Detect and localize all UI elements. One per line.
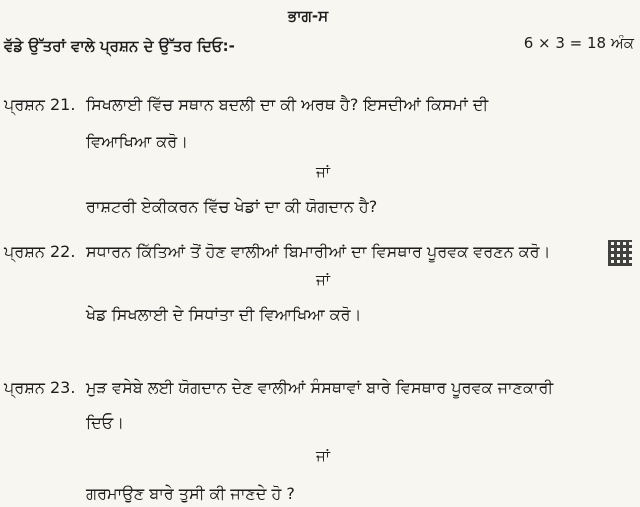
question-22-text: ਸਧਾਰਨ ਕਿੱਤਿਆਂ ਤੋਂ ਹੋਣ ਵਾਲੀਆਂ ਬਿਮਾਰੀਆਂ ਦਾ ਵਿਸਥਾਰ ਪੂਰਵਕ ਵਰਣਨ ਕਰੋ। [86,242,551,261]
or-divider-21: ਜਾਂ [316,163,331,181]
question-22-label: ਪ੍ਰਸ਼ਨ 22. [4,242,76,261]
question-21-label: ਪ੍ਰਸ਼ਨ 21. [4,95,76,114]
qr-code-icon [608,240,632,266]
question-23-text: ਮੁੜ ਵਸੇਬੇ ਲਈ ਯੋਗਦਾਨ ਦੇਣ ਵਾਲੀਆਂ ਸੰਸਥਾਵਾਂ ਬਾਰੇ ਵਿਸਥਾਰ ਪੂਰਵਕ ਜਾਣਕਾਰੀ [86,378,554,397]
question-23-label: ਪ੍ਰਸ਼ਨ 23. [4,378,76,397]
question-23-text-cont: ਦਿਓ। [86,413,124,432]
or-divider-22: ਜਾਂ [316,271,331,289]
marks: 6 × 3 = 18 ਅੰਕ [523,34,634,52]
question-21-text: ਸਿਖਲਾਈ ਵਿੱਚ ਸਥਾਨ ਬਦਲੀ ਦਾ ਕੀ ਅਰਥ ਹੈ? ਇਸਦੀਆਂ ਕਿਸਮਾਂ ਦੀ [86,95,489,114]
question-21-alt: ਰਾਸ਼ਟਰੀ ਏਕੀਕਰਨ ਵਿੱਚ ਖੇਡਾਂ ਦਾ ਕੀ ਯੋਗਦਾਨ ਹੈ? [86,197,378,216]
question-23-alt: ਗਰਮਾਉਣ ਬਾਰੇ ਤੁਸੀ ਕੀ ਜਾਣਦੇ ਹੋ ? [86,484,295,503]
or-divider-23: ਜਾਂ [316,447,331,465]
question-21-text-cont: ਵਿਆਖਿਆ ਕਰੋ। [86,132,188,151]
instruction: ਵੱਡੇ ਉੱਤਰਾਂ ਵਾਲੇ ਪ੍ਰਸ਼ਨ ਦੇ ਉੱਤਰ ਦਿਓ:- [4,37,235,55]
section-title: ਭਾਗ-ਸ [288,7,329,25]
question-22-alt: ਖੇਡ ਸਿਖਲਾਈ ਦੇ ਸਿਧਾਂਤਾ ਦੀ ਵਿਆਖਿਆ ਕਰੋ। [86,305,362,324]
